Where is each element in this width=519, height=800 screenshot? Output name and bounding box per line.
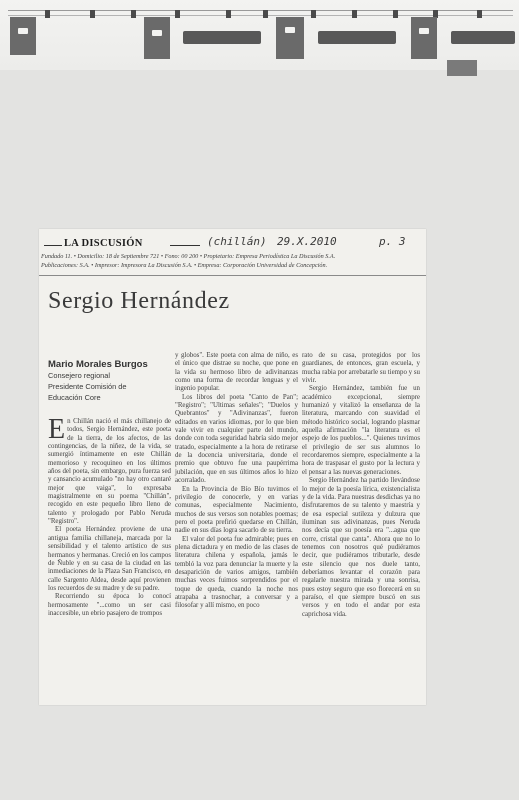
- binder-tick: [311, 10, 316, 18]
- masthead: [39, 237, 426, 253]
- paragraph: En la Provincia de Bío Bío tuvimos el privilegio de conocerle, y en varias comunas, especialmente Nacimiento, muchos de sus versos son notables poemas; pero el poeta prefirió quedarse en Chillán, nadie en sus días logra sacarlo de su tierra.: [175, 485, 298, 535]
- binder-hole: [18, 28, 28, 34]
- paragraph: [48, 414, 171, 526]
- author-role: Presidente Comisión de: [48, 382, 127, 391]
- imprint: [39, 252, 426, 270]
- article-column-1: [48, 414, 171, 618]
- author-name: Mario Morales Burgos: [48, 359, 148, 370]
- binder-tick: [45, 10, 50, 18]
- binder-hole: [152, 30, 162, 36]
- article-column-3: [302, 352, 420, 619]
- handwritten-page: p. 3: [379, 235, 406, 248]
- binder-tick: [131, 10, 136, 18]
- binder-tick: [477, 10, 482, 18]
- paragraph: El valor del poeta fue admirable; pues en plena dictadura y en medio de las clases de literatura chilena y española, jamás le tembló la voz para denunciar la muerte y la desaparición de varios amigos, también muchas veces fuimos sorprendidos por el toque de queda, cuando la noche nos atrapaba a trasnochar, a conversar y a filosofar y allí mismo, en poco: [175, 535, 298, 610]
- masthead-rule: [44, 245, 62, 246]
- paragraph: Los libros del poeta "Canto de Pan"; "Registro"; "Ultimas señales"; "Duelos y Quebrantos" y "Adivinanzas", fueron editados en varios idiomas, por lo que bien vale vivir en cualquier parte del mundo, donde con toda seguridad habría sido mejor tratado, especialmente a la hora de retirarse de la docencia universitaria, donde el premio que obtuvo fue una paupérrima jubilación, que en sus últimos años lo hizo acorralado.: [175, 393, 298, 485]
- newspaper-clipping: [39, 229, 426, 705]
- binder-clip: [144, 17, 170, 59]
- binder-hole: [419, 28, 429, 34]
- byline: [48, 359, 173, 403]
- article-column-2: [175, 352, 298, 611]
- binder-strip: [0, 0, 519, 70]
- binder-tick: [393, 10, 398, 18]
- paragraph: Sergio Hernández, también fue un académico excepcional, siempre humanizó y vitalizó la enseñanza de la literatura, marcando con suavidad el método histórico social, logrando plasmar aquella afirmación "la literatura es el espejo de los pueblos...". Quienes tuvimos el privilegio de ser sus alumnos lo recordaremos siempre, especialmente a la hora de traspasar el gusto por la lectura y el pensar a las nuevas generaciones.: [302, 385, 420, 476]
- paragraph: El poeta Hernández proviene de una antigua familia chillaneja, marcada por la sensibilidad y el talento artístico de sus hermanos y hermanas. Creció en los campos de Ñuble y en su casa de la ciudad en las inmediaciones de la Plaza San Francisco, en calle Sargento Aldea, desde aquí provienen los recuerdos de su madre y de su padre.: [48, 526, 171, 592]
- binder-hole: [285, 27, 295, 33]
- binder-tick: [263, 10, 268, 18]
- binder-clip: [10, 17, 36, 55]
- handwritten-source: (chillán): [207, 235, 267, 248]
- binder-tick: [352, 10, 357, 18]
- binder-clip: [276, 17, 304, 59]
- binder-tick: [90, 10, 95, 18]
- binder-tick: [175, 10, 180, 18]
- imprint-line: Publicaciones: S.A. • Impresor: Impresora La Discusión S.A. • Empresa: Corporación Universidad de Concepción.: [41, 262, 328, 269]
- binder-clip: [183, 31, 261, 44]
- newspaper-name: LA DISCUSIÓN: [64, 238, 143, 249]
- masthead-rule: [170, 245, 200, 246]
- paragraph: Sergio Hernández ha partido llevándose lo mejor de la poesía lírica, existencialista y de la vida. Para nuestras desdichas ya no disfrutaremos de su talento y maestría y de esa especial sutileza y dulzura que iluminan sus adivinanzas, pues Neruda nos decía que su poesía era "...agua que corre, cristal que canta". Ahora que no lo tenemos con nosotros qué pudiéramos decir, que pudiéramos tributarle, desde este silencio que nos duele tanto, deberíamos levantar el corazón para regalarle nuestra mirada y una sonrisa, pues estoy seguro que eso florecerá en su paraíso, el que siempre buscó en sus versos y en todo el andar por esta caprichosa vida.: [302, 477, 420, 618]
- article-headline: Sergio Hernández: [48, 288, 230, 314]
- binder-tick: [226, 10, 231, 18]
- binder-clip: [318, 31, 396, 44]
- divider: [39, 275, 426, 276]
- drop-cap: E: [48, 414, 66, 445]
- author-role: Educación Core: [48, 393, 101, 402]
- binder-clip: [451, 31, 515, 44]
- author-role: Consejero regional: [48, 371, 111, 380]
- paragraph-text: n Chillán nació el más chillanejo de todos, Sergio Hernández, este poeta de la tierra, de los afectos, de las contingencias, de la niñez, de la vida, se sumergió íntimamente en este Chillán memorioso y recoquineo en los últimos años del poeta, sin embargo, pura fuerza sed y cansancio acumulado "no hay otro cantaré mejor que vaiga", lo expresaba magistralmente en su poema "Chillán", recogido en este pequeño libro lleno de talento y prologado por Pablo Neruda "Registro".: [48, 418, 171, 526]
- binder-clip: [411, 17, 437, 59]
- paragraph: Recorriendo su época lo conocí hermosamente "...como un ser casi inaccesible, un ebrio pasajero de trompos: [48, 593, 171, 617]
- handwritten-date: 29.X.2010: [277, 235, 337, 248]
- binder-clip: [447, 60, 477, 76]
- imprint-line: Fundado 11. • Domicilio: 18 de Septiembre 721 • Fono: 00 200 • Propietario: Empresa Periodística La Discusión S.A.: [41, 253, 336, 260]
- paragraph: y globos". Este poeta con alma de niño, es el único que distrae su noche, que pone en la vida su hermoso libro de adivinanzas como una forma de recordar lenguas y el ingenio popular.: [175, 352, 298, 393]
- paragraph: rato de su casa, protegidos por los guardianes, de entonces, gran escuela, y mucha rabia por arrebatarle su tiempo y su vivir.: [302, 352, 420, 385]
